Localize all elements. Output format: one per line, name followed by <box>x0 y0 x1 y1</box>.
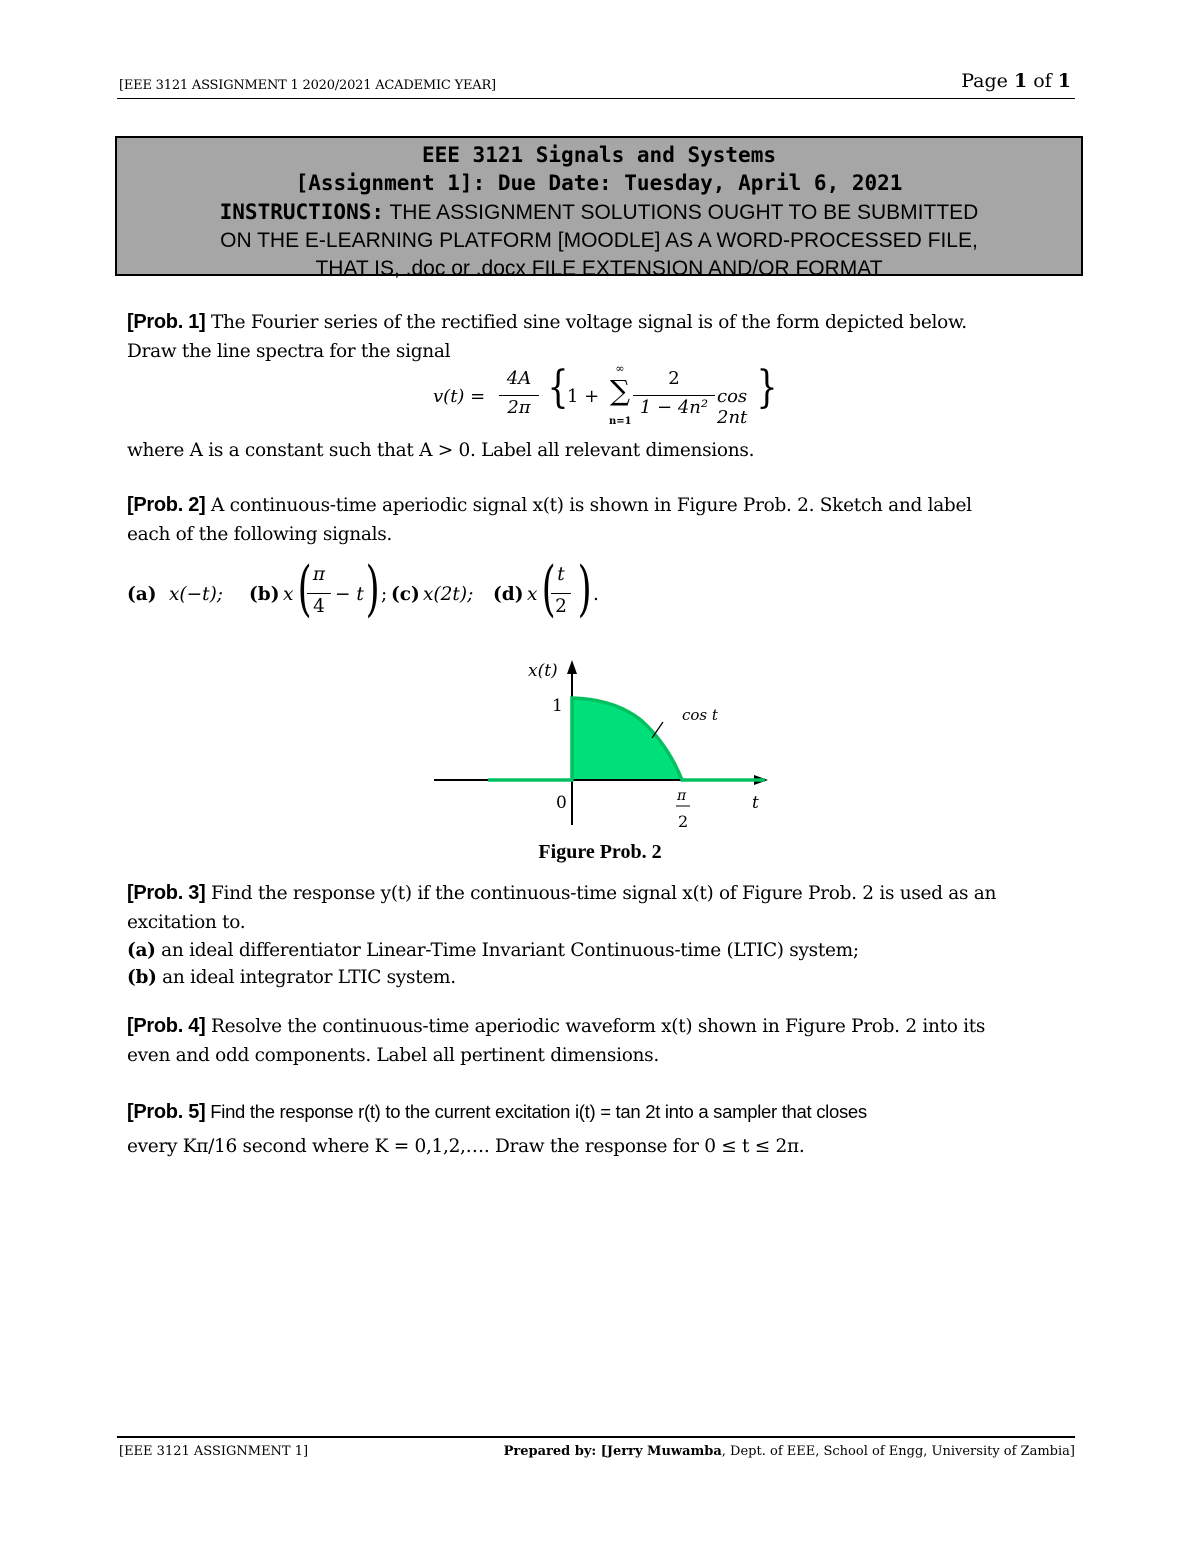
curve-label: cos t <box>682 706 718 724</box>
prob1-label: [Prob. 1] <box>127 311 206 333</box>
prob2-text: [Prob. 2] A continuous-time aperiodic signal x(t) is shown in Figure Prob. 2. Sketch and label each of the following signals. <box>127 494 972 545</box>
page-indicator: Page 1 of 1 <box>961 70 1071 92</box>
header-title: [EEE 3121 ASSIGNMENT 1 2020/2021 ACADEMIC YEAR] <box>119 78 496 93</box>
prob1-text: [Prob. 1] The Fourier series of the rectified sine voltage signal is of the form depicted below. Draw the line spectra for the signal <box>127 311 967 362</box>
prob4-text: [Prob. 4] Resolve the continuous-time aperiodic waveform x(t) shown in Figure Prob. 2 into its even and odd components. Label all pertinent dimensions. <box>127 1015 986 1066</box>
prob1-where: where A is a constant such that A > 0. Label all relevant dimensions. <box>127 440 755 461</box>
course-title: EEE 3121 Signals and Systems <box>421 143 776 167</box>
prob2-parts: (a) x(−t); (b) x ( π 4 − t ) ; (c) x(2t); (d) x ( t 2 ) . <box>127 554 599 624</box>
origin-label: 0 <box>556 793 567 813</box>
figure-prob2 <box>420 650 800 850</box>
instructions: INSTRUCTIONS: THE ASSIGNMENT SOLUTIONS OUGHT TO BE SUBMITTED ON THE E-LEARNING PLATFORM [MOODLE] AS A WORD-PROCESSED FILE, THAT IS, .doc or .docx FILE EXTENSION AND/OR FORMAT <box>219 200 979 280</box>
footer-title: [EEE 3121 ASSIGNMENT 1] <box>119 1444 309 1459</box>
prob4-label: [Prob. 4] <box>127 1015 206 1037</box>
y-axis-arrow <box>567 660 577 674</box>
x-tick-num: π <box>677 788 687 804</box>
page-footer <box>117 1436 1075 1468</box>
prob1-equation: v(t) = 4A 2π { 1 + ∞ ∑ n=1 2 1 − 4n² cos 2nt } <box>433 362 778 428</box>
y-tick-label: 1 <box>552 696 563 716</box>
x-tick-den: 2 <box>678 812 689 831</box>
prob5-text: [Prob. 5] Find the response r(t) to the current excitation i(t) = tan 2t into a sampler that closes every Kπ/16 second where K = 0,1,2,…. Draw the response for 0 ≤ t ≤ 2π. <box>127 1101 867 1157</box>
page-header <box>117 68 1075 99</box>
x-axis-label: t <box>752 793 759 813</box>
prob3-text: [Prob. 3] Find the response y(t) if the continuous-time signal x(t) of Figure Prob. 2 is used as an excitation to. (a) an ideal differentiator Linear-Time Invariant Continuous-time (LTIC) system; (b) an ideal integrator LTIC system. <box>127 882 997 988</box>
footer-author: Prepared by: [Jerry Muwamba, Dept. of EEE, School of Engg, University of Zambia] <box>503 1444 1075 1459</box>
title-box <box>115 136 1083 280</box>
assignment-title: [Assignment 1]: Due Date: Tuesday, April 6, 2021 <box>295 171 903 195</box>
prob2-label: [Prob. 2] <box>127 494 206 516</box>
y-axis-label: x(t) <box>528 661 558 681</box>
figure-caption: Figure Prob. 2 <box>538 841 662 863</box>
prob3-label: [Prob. 3] <box>127 882 206 904</box>
prob5-label: [Prob. 5] <box>127 1101 206 1123</box>
